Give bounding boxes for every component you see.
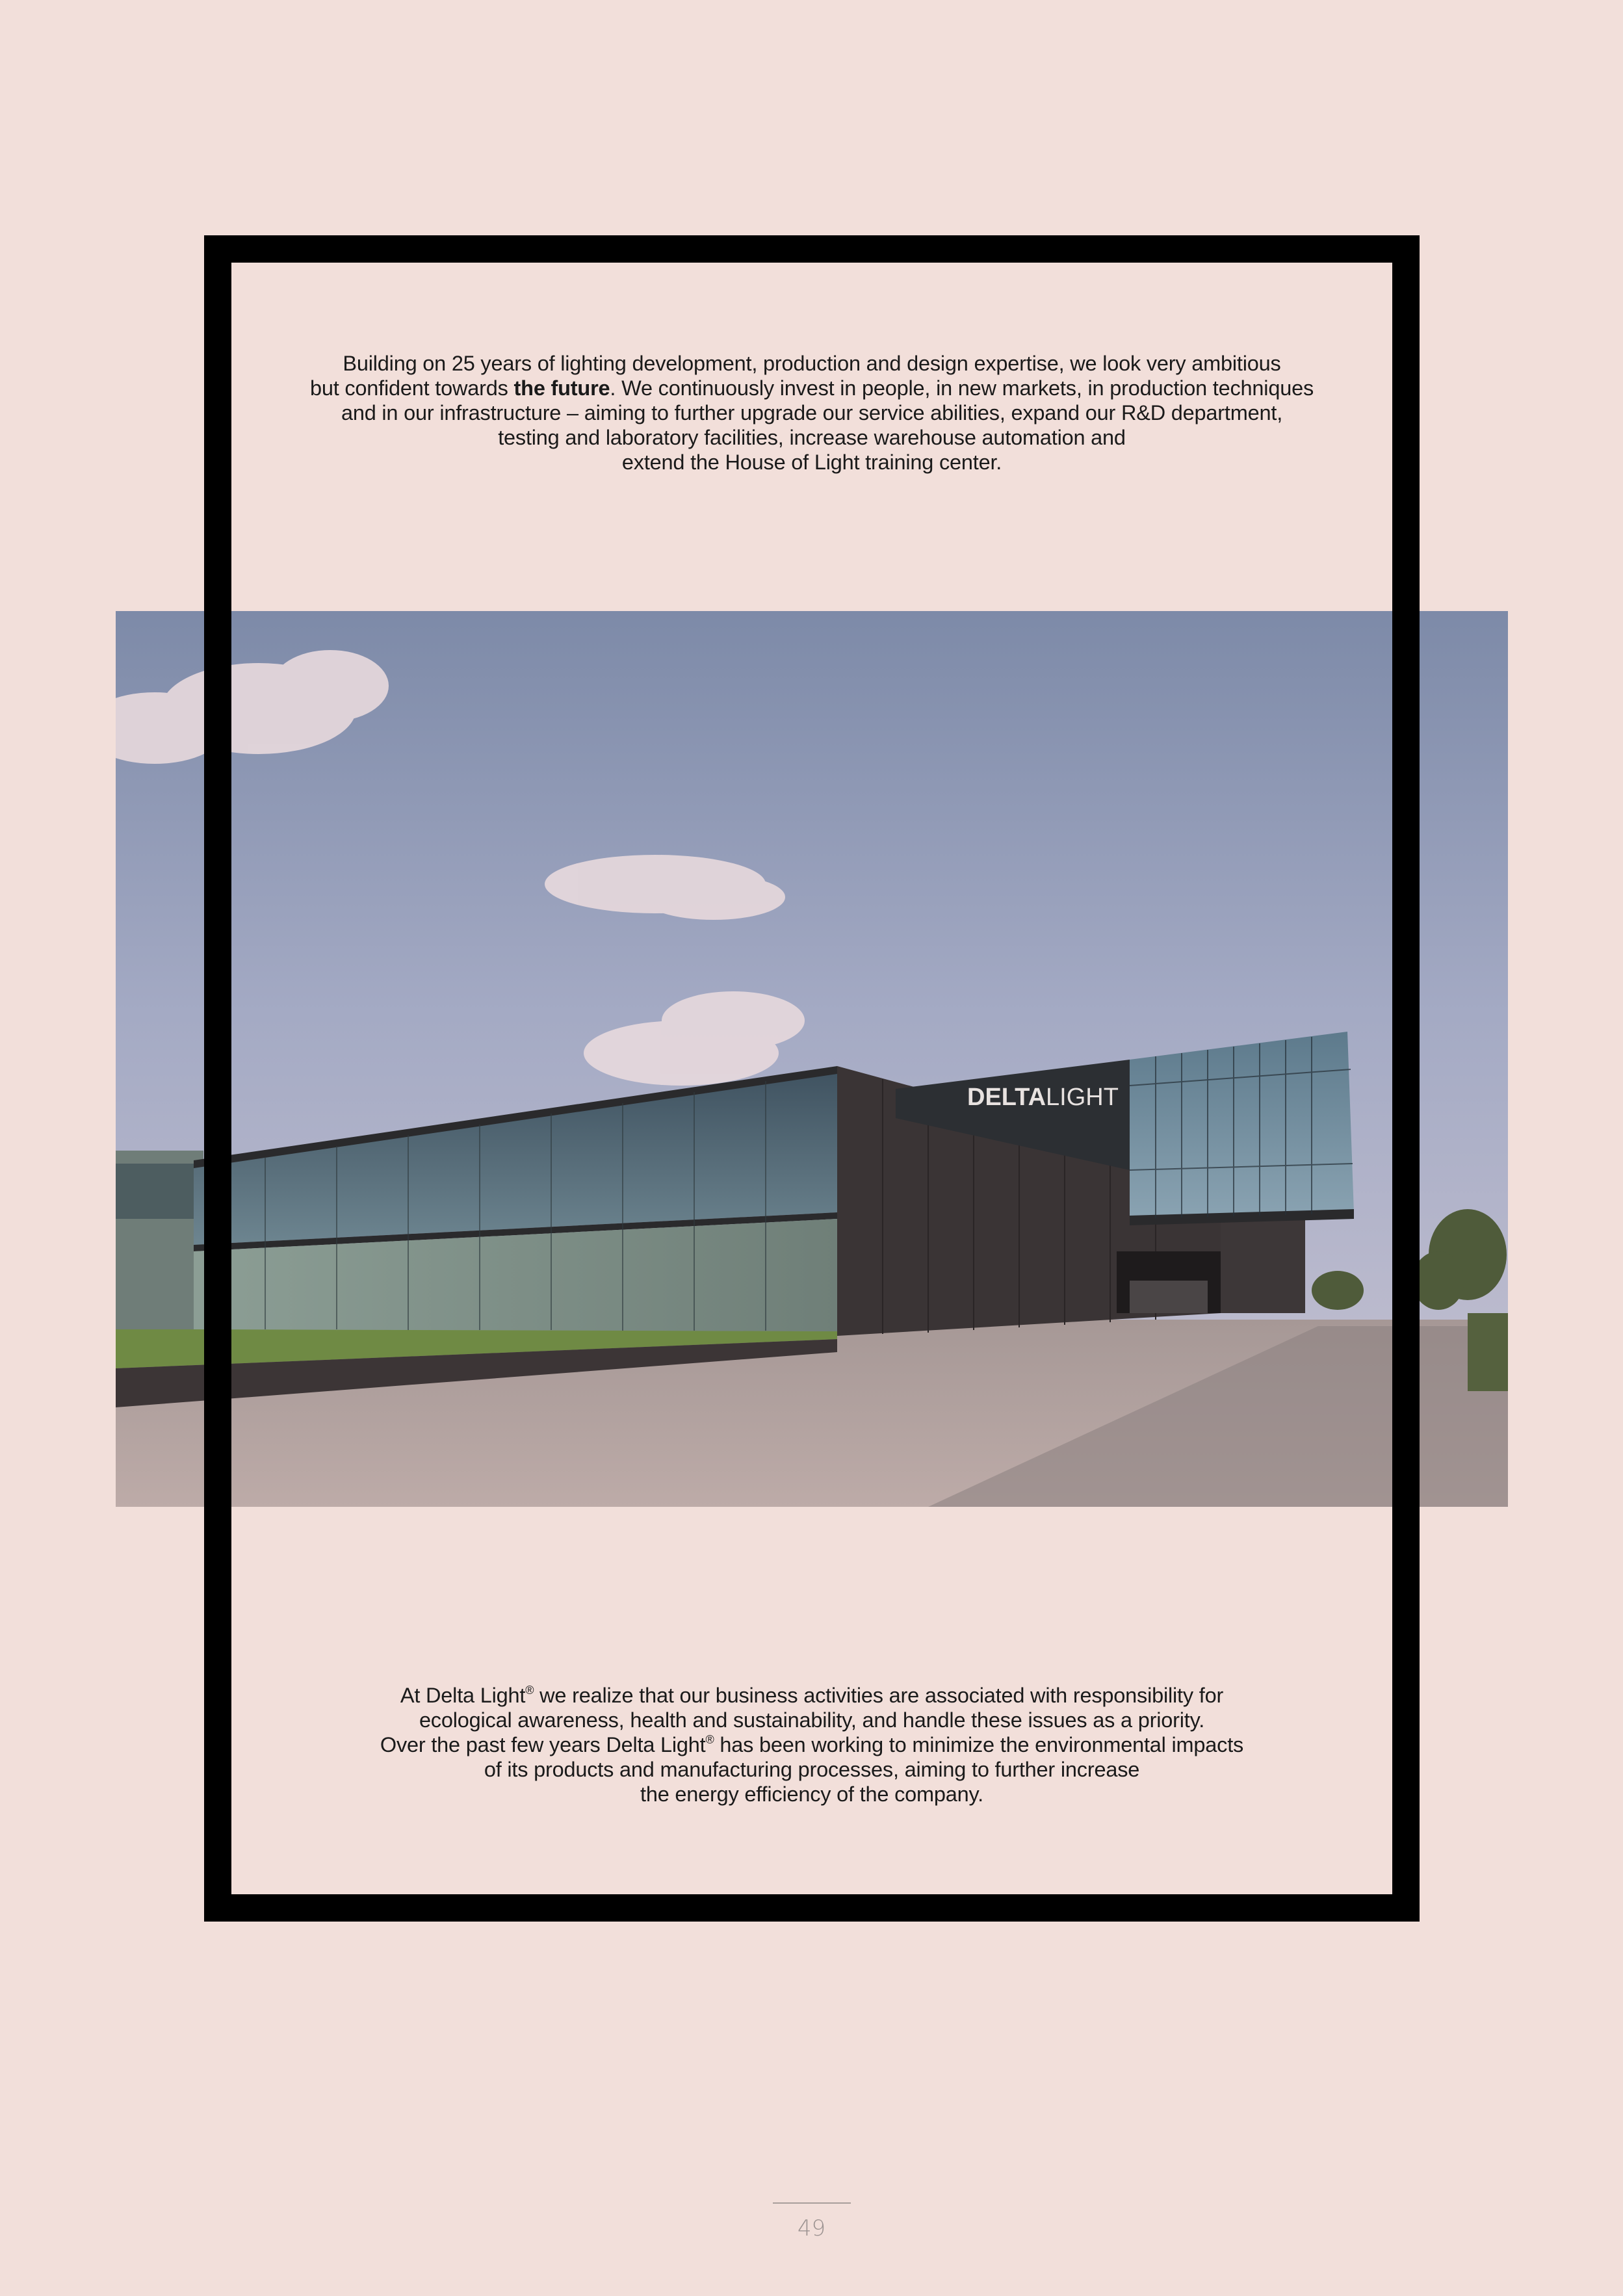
intro-line-2-start: but confident towards: [309, 376, 514, 400]
cantilever-glass-box: [1130, 1032, 1354, 1219]
page-footer: [0, 2202, 1623, 2241]
intro-line-4: testing and laboratory facilities, increase warehouse automation and: [498, 426, 1126, 449]
outro-line-1: [231, 1683, 1392, 1708]
outro-line-2: ecological awareness, health and sustainability, and handle these issues as a priority.: [419, 1708, 1205, 1732]
registered-mark: ®: [705, 1733, 714, 1746]
outro-line-3: [231, 1732, 1392, 1757]
outro-line-3-start: Over the past few years Delta Light: [380, 1733, 706, 1756]
outro-line-5: the energy efficiency of the company.: [640, 1782, 983, 1806]
intro-line-2: [231, 376, 1392, 400]
intro-paragraph: [231, 351, 1392, 475]
headquarters-photo: [116, 611, 1508, 1507]
intro-emphasis: the future: [513, 376, 610, 400]
intro-line-2-end: . We continuously invest in people, in new markets, in production techniques: [610, 376, 1314, 400]
outro-line-1-end: we realize that our business activities are associated with responsibility for: [534, 1684, 1224, 1707]
footer-rule: [773, 2202, 851, 2204]
outro-paragraph: [231, 1683, 1392, 1807]
intro-line-1: Building on 25 years of lighting development, production and design expertise, we look very ambitious: [343, 352, 1281, 375]
intro-line-5: extend the House of Light training center.: [621, 450, 1002, 474]
outro-line-4: of its products and manufacturing processes, aiming to further increase: [484, 1758, 1140, 1781]
outro-line-3-end: has been working to minimize the environmental impacts: [714, 1733, 1244, 1756]
intro-line-3: and in our infrastructure – aiming to further upgrade our service abilities, expand our R&D department,: [341, 401, 1283, 424]
building-illustration: [116, 611, 1508, 1507]
building-sign: DELTALIGHT: [967, 1084, 1119, 1111]
page-number: 49: [797, 2215, 826, 2241]
registered-mark: ®: [525, 1684, 534, 1697]
outro-line-1-start: At Delta Light: [400, 1684, 526, 1707]
